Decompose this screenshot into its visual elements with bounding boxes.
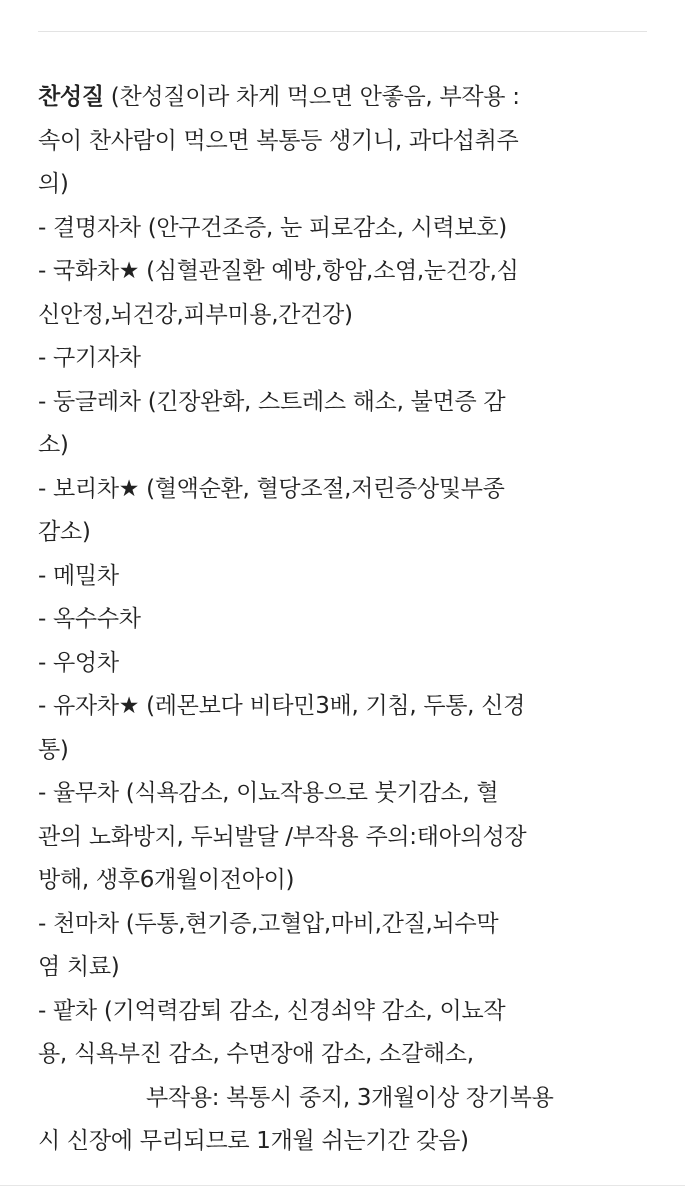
- tea-line: - 구기자차: [38, 345, 141, 371]
- tea-line: 용, 식욕부진 감소, 수면장애 감소, 소갈해소,: [38, 1041, 474, 1067]
- heading-line-1: [38, 76, 650, 120]
- heading-line-3: 의): [38, 171, 69, 197]
- tea-line: - 율무차 (식욕감소, 이뇨작용으로 붓기감소, 혈: [38, 780, 499, 806]
- tea-line: 관의 노화방지, 두뇌발달 /부작용 주의:태아의성장: [38, 823, 527, 850]
- top-divider: [38, 31, 647, 32]
- side-effect-last-line: 시 신장에 무리되므로 1개월 쉬는기간 갖음): [38, 1128, 469, 1154]
- tea-line: 신안정,뇌건강,피부미용,간건강): [38, 301, 353, 328]
- side-effect-indented-line: 부작용: 복통시 중지, 3개월이상 장기복용: [146, 1084, 554, 1111]
- tea-line: - 결명자차 (안구건조증, 눈 피로감소, 시력보호): [38, 214, 507, 241]
- tea-line: 통): [38, 736, 69, 763]
- tea-line: - 천마차 (두통,현기증,고혈압,마비,간질,뇌수막: [38, 910, 499, 937]
- tea-line: 소): [38, 432, 69, 458]
- heading-line-2: 속이 찬사람이 먹으면 복통등 생기니, 과다섭취주: [38, 127, 519, 154]
- tea-line: - 메밀차: [38, 562, 119, 589]
- tea-line: - 유자차★ (레몬보다 비타민3배, 기침, 두통, 신경: [38, 693, 526, 719]
- tea-line: - 옥수수차: [38, 606, 141, 632]
- tea-line: 염 치료): [38, 954, 120, 980]
- tea-line: - 우엉차: [38, 649, 119, 676]
- heading-bold-label: 찬성질: [38, 84, 104, 110]
- tea-line: - 팥차 (기억력감퇴 감소, 신경쇠약 감소, 이뇨작: [38, 997, 506, 1024]
- heading-line-1-rest: (찬성질이라 차게 먹으면 안좋음, 부작용 :: [103, 84, 520, 110]
- post-body: [38, 76, 650, 1164]
- tea-line: - 둥글레차 (긴장완화, 스트레스 해소, 불면증 감: [38, 388, 506, 415]
- tea-line: - 보리차★ (혈액순환, 혈당조절,저린증상및부종: [38, 475, 505, 502]
- tea-line: 감소): [38, 519, 91, 545]
- tea-line: - 국화차★ (심혈관질환 예방,항암,소염,눈건강,심: [38, 258, 519, 284]
- bottom-divider: [0, 1185, 685, 1186]
- tea-line: 방해, 생후6개월이전아이): [38, 867, 295, 893]
